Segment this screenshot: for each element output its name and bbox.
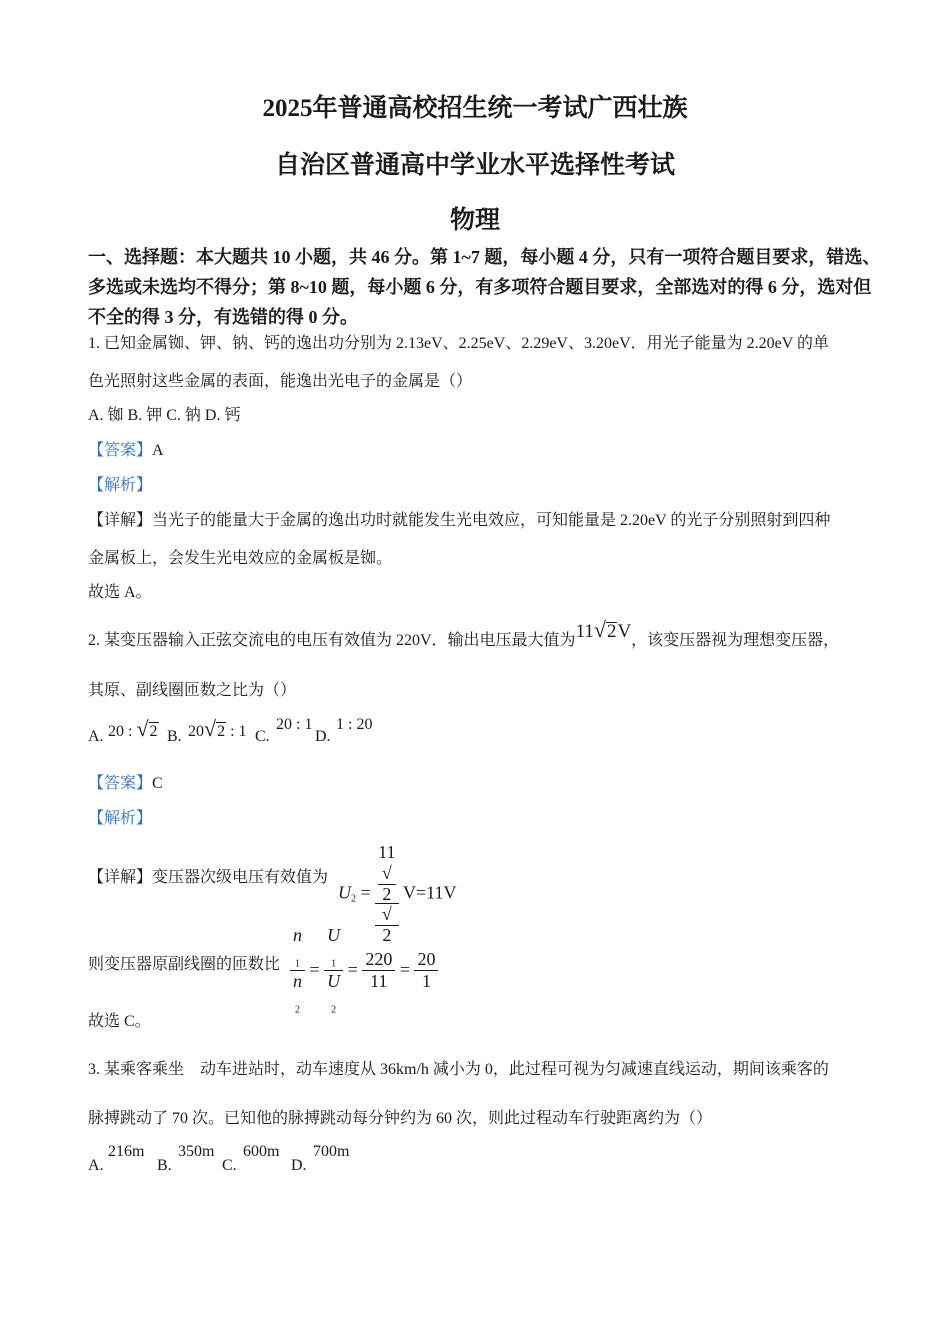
q2-option-a: 20 : √2 <box>108 716 158 741</box>
detail-text: 变压器次级电压有效值为 <box>152 869 329 886</box>
answer-tag: 【答案】 <box>88 775 153 792</box>
num-rad: 2 <box>378 884 395 903</box>
q3-option-b: 350m <box>178 1143 215 1160</box>
q2-conclusion: 故选 C。 <box>88 1013 151 1030</box>
n1-sub: 1 <box>295 958 300 970</box>
q2-max-voltage: 11√2V <box>575 617 632 642</box>
q1-conclusion: 故选 A。 <box>88 584 152 601</box>
q3-option-d-label: D. <box>291 1157 307 1174</box>
voltage-result: V=11V <box>403 882 457 903</box>
opt-b-tail: : 1 <box>226 723 247 740</box>
unit: V <box>617 621 632 642</box>
q3-option-d: 700m <box>313 1143 350 1160</box>
u-subscript: 2 <box>351 893 356 905</box>
q2-option-b: 20√2 : 1 <box>188 716 247 741</box>
q2-stem-line1 <box>88 617 840 651</box>
coef: 11 <box>575 621 594 642</box>
answer-value: A <box>152 442 164 459</box>
ratio-20: 20 <box>414 949 438 971</box>
q3-stem-line2: 脉搏跳动了 70 次。已知他的脉搏跳动每分钟约为 60 次，则此过程动车行驶距离约为（） <box>88 1110 713 1127</box>
q2-detail-line2: 则变压器原副线圈的匝数比 <box>88 956 281 973</box>
q2-stem-text-tail: ，该变压器视为理想变压器， <box>631 632 840 649</box>
answer-tag: 【答案】 <box>88 442 153 459</box>
q2-option-c-label: C. <box>255 728 270 745</box>
voltage-fraction: 11 √ 2 √ 2 <box>375 842 398 944</box>
u-symbol: U <box>338 882 351 903</box>
u2-sub: 2 <box>331 1004 337 1016</box>
q1-answer <box>88 441 164 461</box>
q3-option-b-label: B. <box>157 1157 172 1174</box>
q2-answer <box>88 774 163 794</box>
final-ratio <box>414 949 438 992</box>
q2-analysis-tag: 【解析】 <box>88 810 153 827</box>
opt-b-text: 20 <box>188 723 204 740</box>
q1-detail-line2: 金属板上，会发生光电效应的金属板是铷。 <box>88 550 393 567</box>
n2-symbol: n <box>293 970 302 991</box>
num-coef: 11 <box>378 842 396 862</box>
q1-options: A. 铷 B. 钾 C. 钠 D. 钙 <box>88 407 241 424</box>
section-heading: 一、选择题：本大题共 10 小题，共 46 分。第 1~7 题，每小题 4 分，只有一项符合题目要求，错选、多选或未选均不得分；第 8~10 题，每小题 6 分，有多项符合题目要求，全部选对的得 6 分，选对但不全的得 3 分，有选错的得 0 分。 <box>88 247 881 327</box>
q1-stem-line1: 1. 已知金属铷、钾、钠、钙的逸出功分别为 2.13eV、2.25eV、2.29eV、3.20eV．用光子能量为 2.20eV 的单 <box>88 335 829 352</box>
q3-stem-line1: 3. 某乘客乘坐 动车进站时，动车速度从 36km/h 减小为 0，此过程可视为匀减速直线运动，期间该乘客的 <box>88 1061 829 1078</box>
ratio-220: 220 <box>362 949 395 971</box>
q3-option-c: 600m <box>243 1143 280 1160</box>
opt-b-rad: 2 <box>217 723 226 740</box>
q1-stem-line2: 色光照射这些金属的表面，能逸出光电子的金属是（） <box>88 373 473 390</box>
opt-a-text: 20 : <box>108 723 137 740</box>
u-ratio <box>324 925 343 1015</box>
n-ratio <box>290 925 305 1015</box>
q3-option-a: 216m <box>108 1143 145 1160</box>
detail-text: 当光子的能量大于金属的逸出功时就能发生光电效应，可知能量是 2.20eV 的光子分别照射到四种 <box>152 512 831 529</box>
q2-option-b-label: B. <box>167 728 182 745</box>
u2-symbol: U <box>327 970 341 991</box>
detail-tag: 【详解】 <box>88 512 153 529</box>
q2-option-d-label: D. <box>315 728 331 745</box>
u1-sub: 1 <box>331 958 337 970</box>
q2-detail-line1 <box>88 868 328 888</box>
opt-a-rad: 2 <box>149 723 158 740</box>
ratio-11: 11 <box>370 970 388 991</box>
exam-title-line1: 2025年普通高校招生统一考试广西壮族 <box>262 95 688 122</box>
n2-sub: 2 <box>295 1004 300 1016</box>
subject-title: 物理 <box>449 207 500 234</box>
u1-symbol: U <box>327 925 341 945</box>
radicand: 2 <box>606 621 617 642</box>
n1-symbol: n <box>293 925 302 945</box>
q3-option-c-label: C. <box>222 1157 237 1174</box>
exam-title-line2: 自治区普通高中学业水平选择性考试 <box>274 152 675 179</box>
q3-option-a-label: A. <box>88 1157 104 1174</box>
q2-option-d: 1 : 20 <box>336 716 373 733</box>
q2-voltage-formula: $U_2$ = 11 √ 2 √ 2 V=11V <box>338 842 457 945</box>
q1-analysis-tag: 【解析】 <box>88 477 153 494</box>
value-ratio <box>362 949 395 992</box>
answer-value: C <box>152 775 163 792</box>
ratio-1: 1 <box>421 970 431 991</box>
q2-option-a-label: A. <box>88 728 104 745</box>
den-rad: 2 <box>375 925 398 944</box>
q1-detail-line1 <box>88 511 830 531</box>
q2-option-c: 20 : 1 <box>276 716 313 733</box>
detail-tag: 【详解】 <box>88 869 153 886</box>
q2-stem-line2: 其原、副线圈匝数之比为（） <box>88 682 297 699</box>
q2-stem-text: 2. 某变压器输入正弦交流电的电压有效值为 220V．输出电压最大值为 <box>88 632 576 649</box>
q2-turns-ratio-formula: n $_1$ n $_2$ = U $_1$ U $_2$ = $\frac{220}{11}$ = $\frac{20}{1}$ <box>290 925 438 1015</box>
